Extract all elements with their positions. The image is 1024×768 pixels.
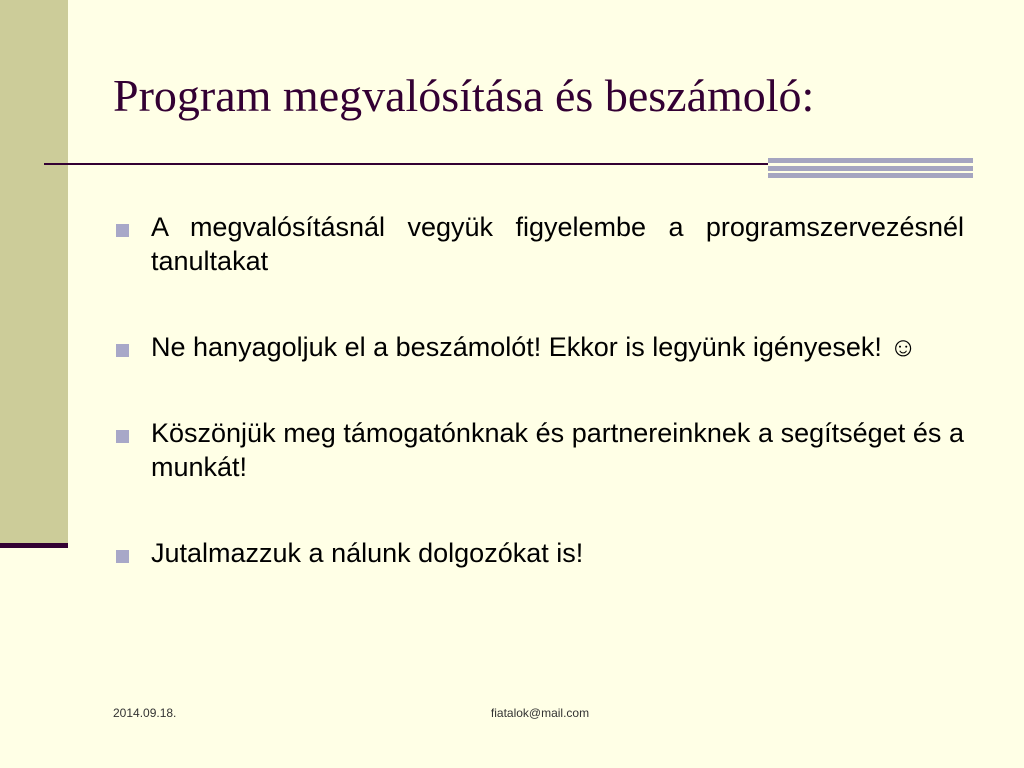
bullet-text: Jutalmazzuk a nálunk dolgozókat is! (151, 538, 584, 568)
bullet-text: A megvalósításnál vegyük figyelembe a programszervezésnél tanultakat (151, 212, 964, 276)
square-bullet-icon (116, 430, 129, 443)
square-bullet-icon (116, 344, 129, 357)
square-bullet-icon (116, 550, 129, 563)
footer-date: 2014.09.18. (113, 706, 177, 720)
bullet-text: Köszönjük meg támogatónknak és partnereinknek a segítséget és a munkát! (151, 418, 964, 482)
bullet-item (114, 536, 964, 570)
footer-email: fiatalok@mail.com (490, 706, 590, 720)
left-decor-bar (0, 0, 68, 548)
slide-title: Program megvalósítása és beszámoló: (113, 70, 815, 121)
title-divider-accent (768, 158, 973, 178)
bullet-text: Ne hanyagoljuk el a beszámolót! Ekkor is legyünk igényesek! ☺ (151, 332, 917, 362)
bullet-item (114, 210, 964, 278)
left-decor-line (0, 543, 68, 548)
bullet-item (114, 416, 964, 484)
title-divider (44, 163, 768, 165)
bullet-item (114, 330, 964, 364)
bullet-list (114, 210, 964, 570)
square-bullet-icon (116, 224, 129, 237)
